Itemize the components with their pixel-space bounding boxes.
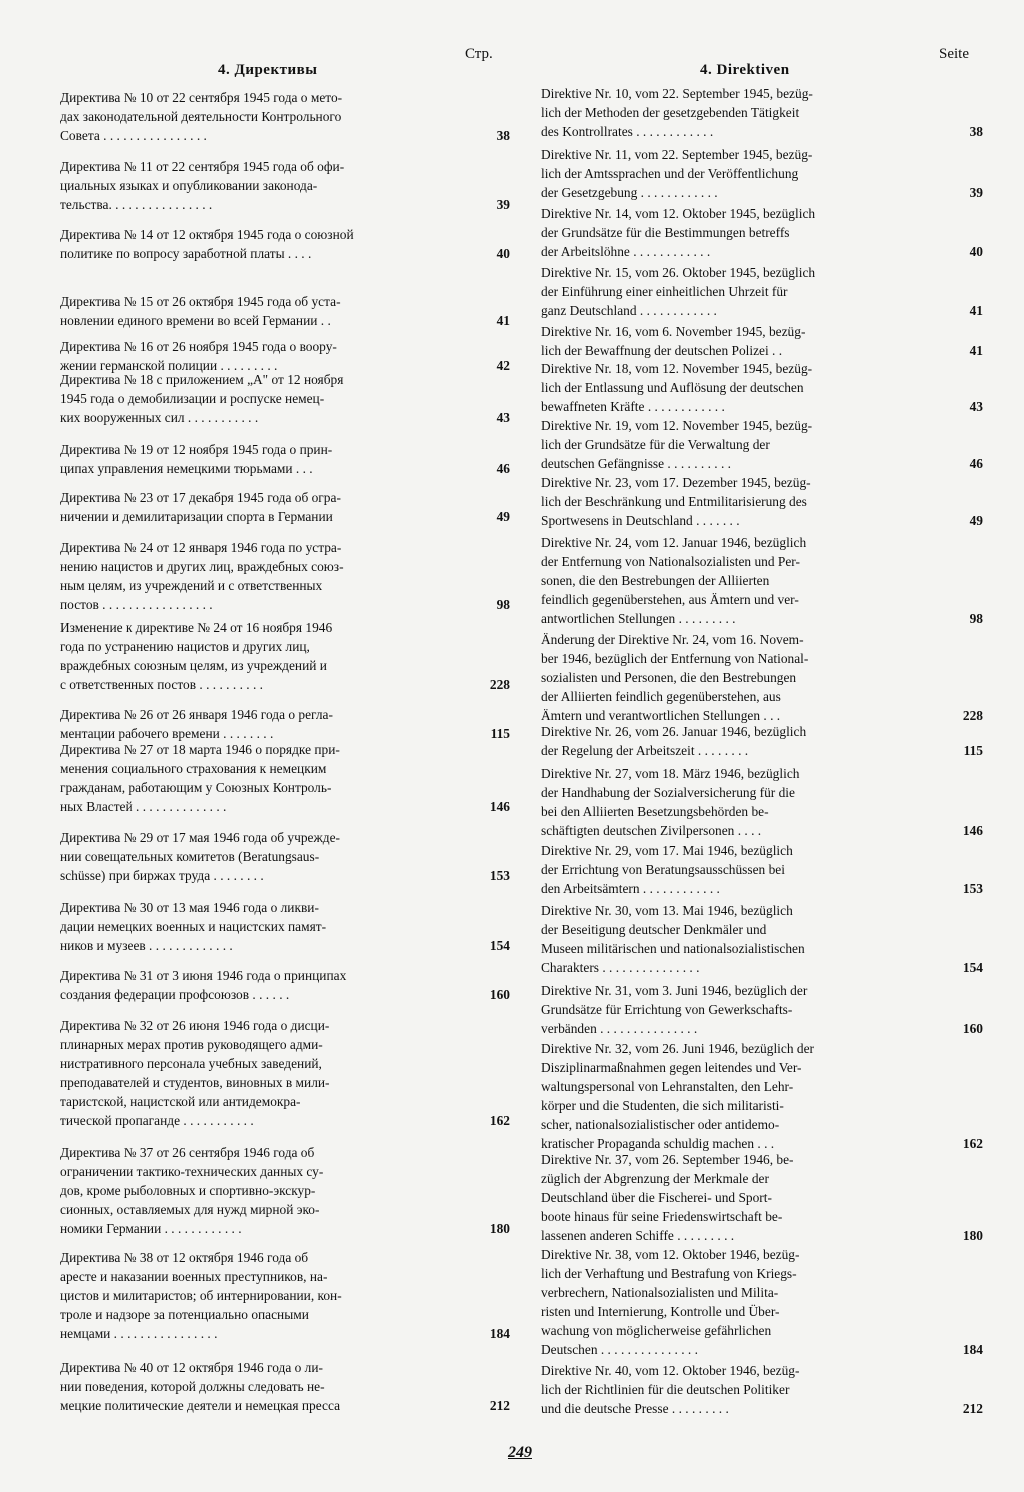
- german-entry-page: 41: [969, 303, 983, 318]
- russian-entry-line: постов . . . . . . . . . . . . . . . . .: [60, 597, 213, 612]
- german-entry-line: der Einführung einer einheitlichen Uhrzeit für: [541, 284, 788, 299]
- russian-entry-line: Директива № 19 от 12 ноября 1945 года о прин-: [60, 442, 333, 457]
- german-entry-page: 153: [962, 881, 983, 896]
- russian-entry-line: Директива № 40 от 12 октября 1946 года о ли-: [60, 1360, 323, 1375]
- german-entry-line: antwortlichen Stellungen . . . . . . . . .: [541, 611, 736, 626]
- german-entry-line: lich der Bewaffnung der deutschen Polizei . .: [541, 343, 783, 358]
- german-entry-line: wachung von möglicherweise gefährlichen: [541, 1323, 772, 1338]
- german-entry-line: lich der Entlassung und Auflösung der deutschen: [541, 380, 804, 395]
- russian-entry: [50, 618, 465, 694]
- russian-entry-line: ких вооруженных сил . . . . . . . . . . .: [60, 410, 259, 425]
- russian-entry: [50, 705, 465, 743]
- russian-entry-line: дах законодательной деятельности Контрольного: [60, 109, 342, 124]
- german-entry: [535, 322, 941, 360]
- russian-entry-page: 40: [496, 246, 510, 261]
- german-entry-line: verbänden . . . . . . . . . . . . . . .: [541, 1021, 698, 1036]
- german-entry-line: Direktive Nr. 30, vom 13. Mai 1946, bezüglich: [541, 903, 793, 918]
- german-entry-line: den Arbeitsämtern . . . . . . . . . . . .: [541, 881, 720, 896]
- russian-entry-line: Директива № 18 с приложением „А" от 12 ноября: [60, 372, 344, 387]
- russian-entry-line: Директива № 29 от 17 мая 1946 года об учрежде-: [60, 830, 340, 845]
- russian-entry-page: 98: [496, 597, 510, 612]
- russian-entry-line: тической пропаганде . . . . . . . . . . .: [60, 1113, 254, 1128]
- russian-entry-line: плинарных мерах против руководящего адми-: [60, 1037, 323, 1052]
- german-entry-page: 98: [969, 611, 983, 626]
- german-entry-line: bei den Alliierten Besetzungsbehörden be-: [541, 804, 769, 819]
- german-entry-line: Direktive Nr. 38, vom 12. Oktober 1946, bezüg-: [541, 1247, 800, 1262]
- german-entry-line: risten und Internierung, Kontrolle und Über-: [541, 1304, 780, 1319]
- german-section-title: 4. Direktiven: [700, 62, 790, 78]
- german-entry-line: lich der Methoden der gesetzgebenden Tätigkeit: [541, 105, 800, 120]
- russian-entry-line: политике по вопросу заработной платы . . . .: [60, 246, 312, 261]
- russian-entry-line: враждебных союзным целям, из учреждений и: [60, 658, 327, 673]
- russian-entry-line: нистративного персонала учебных заведений,: [60, 1056, 322, 1071]
- german-entry-page: 39: [969, 185, 983, 200]
- russian-entry-page: 180: [489, 1221, 510, 1236]
- german-entry-page: 212: [962, 1401, 983, 1416]
- russian-entry-page: 160: [489, 987, 510, 1002]
- german-entry-line: schäftigten deutschen Zivilpersonen . . . .: [541, 823, 762, 838]
- german-entry-line: ganz Deutschland . . . . . . . . . . . .: [541, 303, 717, 318]
- russian-entry: [50, 225, 465, 263]
- german-entry-line: der Grundsätze für die Bestimmungen betreffs: [541, 225, 790, 240]
- german-entry: [535, 473, 941, 530]
- german-entry-line: Direktive Nr. 24, vom 12. Januar 1946, bezüglich: [541, 535, 807, 550]
- german-entry-page: 184: [962, 1342, 983, 1357]
- german-entry-line: Direktive Nr. 37, vom 26. September 1946, be-: [541, 1152, 794, 1167]
- russian-entry-line: Директива № 37 от 26 сентября 1946 года об: [60, 1145, 315, 1160]
- german-entry-line: ber 1946, bezüglich der Entfernung von National-: [541, 651, 809, 666]
- russian-entry-page: 146: [489, 799, 510, 814]
- german-entry-page: 46: [969, 456, 983, 471]
- russian-entry-page: 153: [489, 868, 510, 883]
- german-entry-page: 154: [962, 960, 983, 975]
- russian-entry-page: 39: [496, 197, 510, 212]
- russian-entry-line: Директива № 27 от 18 марта 1946 о порядке при-: [60, 742, 340, 757]
- german-entry: [535, 145, 941, 202]
- russian-entry-line: нии совещательных комитетов (Beratungsaus-: [60, 849, 320, 864]
- russian-page-header: Стр.: [465, 46, 493, 62]
- russian-entry-line: немцами . . . . . . . . . . . . . . . .: [60, 1326, 218, 1341]
- russian-entry-page: 228: [489, 677, 510, 692]
- german-entry-page: 180: [962, 1228, 983, 1243]
- german-entry-line: lassenen anderen Schiffe . . . . . . . . .: [541, 1228, 735, 1243]
- german-entry-line: Disziplinarmaßnahmen gegen leitendes und Ver-: [541, 1060, 802, 1075]
- german-entry-line: bewaffneten Kräfte . . . . . . . . . . . .: [541, 399, 725, 414]
- german-entry-line: Direktive Nr. 10, vom 22. September 1945, bezüg-: [541, 86, 813, 101]
- german-entry-line: Direktive Nr. 31, vom 3. Juni 1946, bezüglich der: [541, 983, 808, 998]
- german-entry-line: des Kontrollrates . . . . . . . . . . . .: [541, 124, 714, 139]
- russian-entry-line: Директива № 26 от 26 января 1946 года о регла-: [60, 707, 333, 722]
- russian-entry: [50, 828, 465, 885]
- russian-entry-line: нии поведения, которой должны следовать не-: [60, 1379, 325, 1394]
- german-entry-line: Sportwesens in Deutschland . . . . . . .: [541, 513, 740, 528]
- russian-entry: [50, 740, 465, 816]
- russian-entry-line: ничении и демилитаризации спорта в Германии: [60, 509, 333, 524]
- german-entry-line: der Arbeitslöhne . . . . . . . . . . . .: [541, 244, 711, 259]
- german-entry-line: Änderung der Direktive Nr. 24, vom 16. Novem-: [541, 632, 804, 647]
- german-entry: [535, 84, 941, 141]
- russian-entry-line: нению нацистов и других лиц, враждебных союз-: [60, 559, 344, 574]
- german-entry-page: 162: [962, 1136, 983, 1151]
- german-entry: [535, 722, 941, 760]
- german-entry-line: Direktive Nr. 15, vom 26. Oktober 1945, bezüglich: [541, 265, 816, 280]
- russian-entry-line: мецкие политические деятели и немецкая пресса: [60, 1398, 341, 1413]
- german-entry-line: der Errichtung von Beratungsausschüssen bei: [541, 862, 785, 877]
- russian-entry-page: 46: [496, 461, 510, 476]
- german-entry-line: und die deutsche Presse . . . . . . . . .: [541, 1401, 729, 1416]
- russian-entry-line: ных Властей . . . . . . . . . . . . . .: [60, 799, 227, 814]
- german-entry-line: der Regelung der Arbeitszeit . . . . . . . .: [541, 743, 749, 758]
- russian-entry-page: 38: [496, 128, 510, 143]
- russian-entry-page: 49: [496, 509, 510, 524]
- german-entry: [535, 416, 941, 473]
- german-entry-line: lich der Grundsätze für die Verwaltung der: [541, 437, 770, 452]
- german-entry-line: verbrechern, Nationalsozialisten und Milita-: [541, 1285, 779, 1300]
- german-entry-line: Grundsätze für Errichtung von Gewerkschafts-: [541, 1002, 793, 1017]
- russian-entry: [50, 898, 465, 955]
- german-entry-line: Deutschland über die Fischerei- und Sport-: [541, 1190, 772, 1205]
- german-entry-line: Direktive Nr. 23, vom 17. Dezember 1945, bezüg-: [541, 475, 811, 490]
- russian-entry-line: Директива № 15 от 26 октября 1945 года об уста-: [60, 294, 341, 309]
- german-entry-line: der Alliierten feindlich gegenüberstehen, aus: [541, 689, 781, 704]
- russian-entry-line: ограничении тактико-технических данных су-: [60, 1164, 324, 1179]
- russian-entry-line: преподавателей и студентов, виновных в мили-: [60, 1075, 330, 1090]
- russian-entry-line: Директива № 11 от 22 сентября 1945 года об офи-: [60, 159, 345, 174]
- russian-entry-line: с ответственных постов . . . . . . . . . .: [60, 677, 264, 692]
- russian-entry-line: менения социального страхования к немецким: [60, 761, 327, 776]
- russian-entry: [50, 370, 465, 427]
- russian-entry: [50, 88, 465, 145]
- german-entry-line: boote hinaus für seine Friedenswirtschaft be-: [541, 1209, 783, 1224]
- german-entry-line: körper und die Studenten, die sich militaristi-: [541, 1098, 784, 1113]
- russian-entry-line: ников и музеев . . . . . . . . . . . . .: [60, 938, 233, 953]
- german-entry: [535, 630, 941, 725]
- german-entry-line: lich der Richtlinien für die deutschen Politiker: [541, 1382, 790, 1397]
- german-entry: [535, 533, 941, 628]
- russian-entry-line: дации немецких военных и нацистских памят-: [60, 919, 327, 934]
- russian-entry-line: таристской, нацистской или антидемокра-: [60, 1094, 301, 1109]
- german-entry: [535, 1361, 941, 1418]
- german-entry-line: züglich der Abgrenzung der Merkmale der: [541, 1171, 769, 1186]
- russian-entry-line: schüsse) при биржах труда . . . . . . . .: [60, 868, 264, 883]
- german-entry-line: Direktive Nr. 19, vom 12. November 1945, bezüg-: [541, 418, 813, 433]
- german-entry-page: 115: [963, 743, 983, 758]
- russian-entry-line: жении германской полиции . . . . . . . . .: [60, 358, 278, 373]
- russian-entry-line: тельства. . . . . . . . . . . . . . . .: [60, 197, 213, 212]
- russian-entry-page: 42: [496, 358, 510, 373]
- russian-entry-line: новлении единого времени во всей Германии . .: [60, 313, 331, 328]
- german-entry-line: Direktive Nr. 14, vom 12. Oktober 1945, bezüglich: [541, 206, 816, 221]
- german-entry-page: 146: [962, 823, 983, 838]
- russian-entry-line: аресте и наказании военных преступников, на-: [60, 1269, 328, 1284]
- russian-entry-page: 41: [496, 313, 510, 328]
- german-entry-line: scher, nationalsozialistischer oder antidemo-: [541, 1117, 780, 1132]
- russian-entry-line: цистов и милитаристов; об интернировании, кон-: [60, 1288, 342, 1303]
- german-entry-line: Direktive Nr. 29, vom 17. Mai 1946, bezüglich: [541, 843, 793, 858]
- russian-entry-line: номики Германии . . . . . . . . . . . .: [60, 1221, 242, 1236]
- german-entry-line: feindlich gegenüberstehen, aus Ämtern und ver-: [541, 592, 799, 607]
- russian-entry: [50, 440, 465, 478]
- russian-entry-line: Директива № 30 от 13 мая 1946 года о ликви-: [60, 900, 319, 915]
- russian-entry-line: Директива № 31 от 3 июня 1946 года о принципах: [60, 968, 347, 983]
- russian-entry: [50, 538, 465, 614]
- german-entry-page: 38: [969, 124, 983, 139]
- russian-entry-line: Директива № 14 от 12 октября 1945 года о союзной: [60, 227, 354, 242]
- russian-entry-line: дов, кроме рыболовных и спортивно-экскур-: [60, 1183, 316, 1198]
- german-entry: [535, 841, 941, 898]
- german-entry-page: 228: [962, 708, 983, 723]
- german-entry-page: 49: [969, 513, 983, 528]
- russian-entry: [50, 966, 465, 1004]
- german-entry-line: Direktive Nr. 26, vom 26. Januar 1946, bezüglich: [541, 724, 807, 739]
- german-entry: [535, 359, 941, 416]
- russian-entry-line: 1945 года о демобилизации и роспуске немец-: [60, 391, 325, 406]
- german-entry-line: lich der Amtssprachen und der Veröffentlichung: [541, 166, 799, 181]
- german-entry-line: Deutschen . . . . . . . . . . . . . . .: [541, 1342, 698, 1357]
- german-entry-line: der Entfernung von Nationalsozialisten und Per-: [541, 554, 800, 569]
- german-entry-page: 40: [969, 244, 983, 259]
- russian-entry-line: циальных языках и опубликовании законода-: [60, 178, 318, 193]
- russian-entry-line: Директива № 23 от 17 декабря 1945 года об огра-: [60, 490, 341, 505]
- german-entry-page: 43: [969, 399, 983, 414]
- russian-entry-page: 115: [490, 726, 510, 741]
- russian-entry-line: гражданам, работающим у Союзных Контроль-: [60, 780, 332, 795]
- russian-entry-line: ципах управления немецкими тюрьмами . . .: [60, 461, 313, 476]
- russian-entry-line: ментации рабочего времени . . . . . . . .: [60, 726, 274, 741]
- russian-entry-page: 162: [489, 1113, 510, 1128]
- german-entry-line: Museen militärischen und nationalsozialistischen: [541, 941, 805, 956]
- german-entry-line: Direktive Nr. 40, vom 12. Oktober 1946, bezüg-: [541, 1363, 800, 1378]
- german-entry-line: lich der Beschränkung und Entmilitarisierung des: [541, 494, 807, 509]
- russian-entry-page: 154: [489, 938, 510, 953]
- german-entry: [535, 1039, 941, 1153]
- german-entry-line: Direktive Nr. 11, vom 22. September 1945, bezüg-: [541, 147, 813, 162]
- russian-entry: [50, 1358, 465, 1415]
- german-entry: [535, 204, 941, 261]
- german-entry-line: Charakters . . . . . . . . . . . . . . .: [541, 960, 700, 975]
- german-entry-line: Direktive Nr. 27, vom 18. März 1946, bezüglich: [541, 766, 800, 781]
- russian-entry-line: Директива № 32 от 26 июня 1946 года о дисци-: [60, 1018, 330, 1033]
- german-entry-line: kratischer Propaganda schuldig machen . . .: [541, 1136, 775, 1151]
- german-page-header: Seite: [939, 46, 969, 62]
- russian-entry-line: Директива № 24 от 12 января 1946 года по устра-: [60, 540, 342, 555]
- german-entry-line: Direktive Nr. 32, vom 26. Juni 1946, bezüglich der: [541, 1041, 814, 1056]
- russian-section-title: 4. Директивы: [218, 62, 318, 78]
- german-entry: [535, 764, 941, 840]
- german-entry-line: Direktive Nr. 16, vom 6. November 1945, bezüg-: [541, 324, 806, 339]
- german-entry: [535, 1245, 941, 1359]
- russian-entry: [50, 292, 465, 330]
- russian-entry-line: Директива № 16 от 26 ноября 1945 года о воору-: [60, 339, 337, 354]
- russian-entry-line: создания федерации профсоюзов . . . . . .: [60, 987, 290, 1002]
- german-entry-line: lich der Verhaftung und Bestrafung von Kriegs-: [541, 1266, 797, 1281]
- german-entry: [535, 981, 941, 1038]
- russian-entry-line: сионных, оставляемых для нужд мирной эко-: [60, 1202, 320, 1217]
- german-entry-line: der Gesetzgebung . . . . . . . . . . . .: [541, 185, 718, 200]
- russian-entry: [50, 157, 465, 214]
- russian-entry-page: 212: [489, 1398, 510, 1413]
- german-entry: [535, 263, 941, 320]
- page-number: 249: [508, 1444, 532, 1461]
- russian-entry-page: 43: [496, 410, 510, 425]
- german-entry-line: Ämtern und verantwortlichen Stellungen . . .: [541, 708, 781, 723]
- russian-entry-line: ным целям, из учреждений и с ответственных: [60, 578, 323, 593]
- german-entry-line: der Beseitigung deutscher Denkmäler und: [541, 922, 767, 937]
- russian-entry-line: троле и надзоре за потенциально опасными: [60, 1307, 309, 1322]
- russian-entry-line: Директива № 10 от 22 сентября 1945 года о мето-: [60, 90, 343, 105]
- german-entry: [535, 1150, 941, 1245]
- german-entry-line: sonen, die den Bestrebungen der Alliierten: [541, 573, 770, 588]
- russian-entry-line: года по устранению нацистов и других лиц,: [60, 639, 310, 654]
- german-entry-line: der Handhabung der Sozialversicherung für die: [541, 785, 795, 800]
- german-entry-line: deutschen Gefängnisse . . . . . . . . . .: [541, 456, 732, 471]
- russian-entry-line: Директива № 38 от 12 октября 1946 года об: [60, 1250, 309, 1265]
- russian-entry-page: 184: [489, 1326, 510, 1341]
- russian-entry: [50, 1248, 465, 1343]
- russian-entry: [50, 1143, 465, 1238]
- german-entry-page: 41: [969, 343, 983, 358]
- german-entry-line: sozialisten und Personen, die den Bestrebungen: [541, 670, 797, 685]
- german-entry-line: Direktive Nr. 18, vom 12. November 1945, bezüg-: [541, 361, 813, 376]
- russian-entry-line: Совета . . . . . . . . . . . . . . . .: [60, 128, 207, 143]
- german-entry-line: waltungspersonal von Lehranstalten, den Lehr-: [541, 1079, 794, 1094]
- german-entry: [535, 901, 941, 977]
- russian-entry: [50, 1016, 465, 1130]
- russian-entry: [50, 488, 465, 526]
- russian-entry-line: Изменение к директиве № 24 от 16 ноября 1946: [60, 620, 333, 635]
- german-entry-page: 160: [962, 1021, 983, 1036]
